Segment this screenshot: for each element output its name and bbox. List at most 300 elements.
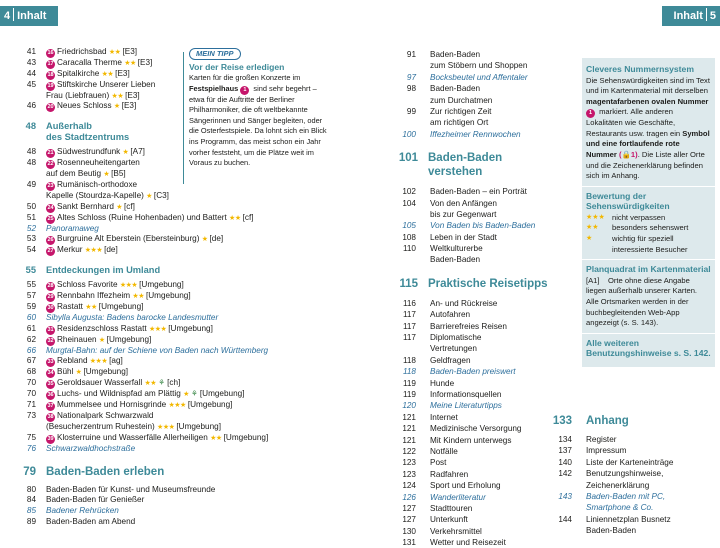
page-number: 71 [26, 400, 36, 410]
entry-label: Radfahren [430, 469, 469, 479]
section-heading-praktisch[interactable] [396, 277, 576, 291]
rating-stars-icon: ★★ [210, 434, 222, 442]
toc-entry-row[interactable] [396, 321, 576, 332]
entry-label: Panoramaweg [46, 223, 99, 233]
toc-entry-row[interactable] [396, 298, 576, 309]
toc-feature-row[interactable] [20, 346, 280, 357]
entry-label: Baden-Baden [586, 526, 637, 536]
toc-entry-row[interactable] [20, 422, 280, 433]
toc-entry-row[interactable] [396, 83, 576, 94]
toc-entry-row[interactable] [396, 243, 576, 254]
toc-entry-row[interactable] [552, 468, 717, 479]
rating-stars-icon: ★ [183, 391, 189, 399]
header-right-tab [662, 6, 720, 26]
toc-feature-row[interactable] [396, 129, 576, 140]
rating-stars-icon: ★★ [586, 224, 599, 232]
sight-number-badge: 20 [47, 104, 54, 111]
entry-label: Meine Literaturtipps [430, 401, 502, 411]
page-number: 123 [402, 458, 416, 468]
entry-label: zum Durchatmen [430, 95, 493, 105]
entry-text [46, 158, 140, 169]
tipp-text-post: sind sehr begehrt – etwa für die Auftritte der Berliner Philharmoniker, die oft weltbekannte Sängerinnen und Sänger begleiten, oder die Osterfestspiele. Da lohnt sich ein Blick ins Programm, das meist schon ein Jahr vorher feststeht, um die Plätze weit im Voraus zu buchen. [189, 83, 327, 168]
entry-label: Kapelle (Stourdza-Kapelle) [46, 190, 144, 200]
toc-entry-row[interactable] [20, 302, 280, 313]
entry-label: An- und Rückreise [430, 298, 498, 308]
toc-entry-row[interactable] [396, 198, 576, 209]
sight-number-badge: 34 [47, 370, 54, 377]
toc-feature-row[interactable] [552, 491, 717, 502]
toc-entry-row[interactable] [396, 232, 576, 243]
entry-label: Spitalkirche [57, 68, 100, 78]
toc-entry-row[interactable] [396, 309, 576, 320]
sight-number-badge: 27 [47, 248, 54, 255]
entry-label: Medizinische Versorgung [430, 424, 522, 434]
entry-label: Caracalla Therme [57, 57, 122, 67]
sight-number-badge: 25 [47, 215, 54, 222]
sight-number-badge: 19 [47, 82, 54, 89]
entry-label: Altes Schloss (Ruine Hohenbaden) und Battert [57, 212, 227, 222]
map-grid-reference: [ag] [109, 356, 123, 366]
entry-label: Autofahren [430, 310, 471, 320]
toc-entry-row[interactable] [20, 202, 280, 213]
toc-entry-row[interactable] [552, 457, 717, 468]
section-heading-umland[interactable] [20, 265, 280, 276]
toc-entry-row[interactable] [396, 95, 576, 106]
toc-entry-row[interactable] [20, 234, 280, 245]
entry-text [46, 245, 118, 257]
entry-label: Baden-Baden [430, 255, 481, 265]
rating-legend-label: besonders sehenswert [612, 223, 689, 233]
left-page-title: Inhalt [17, 10, 47, 22]
sight-number-badge: 28 [47, 283, 54, 290]
toc-entry-row[interactable] [20, 291, 280, 302]
toc-entry-row[interactable] [552, 445, 717, 456]
sight-number-badge: 17 [47, 60, 54, 67]
rating-legend-label: wichtig für speziell interessierte Besucher [612, 234, 688, 254]
entry-label: Baden-Baden mit PC, [586, 491, 666, 501]
entry-label: Merkur [57, 245, 83, 255]
sight-number-badge: 18 [47, 71, 54, 78]
entry-text [46, 80, 155, 91]
page-number: 53 [26, 234, 36, 244]
section-heading-erleben[interactable] [20, 465, 280, 479]
family-tip-icon: ⚘ [191, 389, 198, 399]
toc-entry-row[interactable] [396, 49, 576, 60]
section-title: Entdeckungen im Umland [46, 265, 161, 276]
toc-entry-row[interactable] [20, 169, 280, 180]
section-page: 55 [25, 265, 36, 276]
toc-entry-row[interactable] [20, 324, 280, 335]
entry-label: Iffezheimer Rennwochen [430, 129, 521, 139]
map-grid-reference: [Umgebung] [83, 367, 129, 377]
toc-entry-row[interactable] [20, 191, 280, 202]
page-number: 117 [402, 321, 416, 331]
page-number: 43 [26, 57, 36, 67]
entry-label: Smartphone & Co. [586, 503, 654, 513]
entry-label: Baden-Baden [430, 84, 481, 94]
rating-stars-icon: ★★★ [119, 282, 138, 290]
section-title: Baden-Baden erleben [46, 465, 165, 478]
page-number: 60 [26, 312, 36, 322]
rating-stars-icon: ★ [201, 236, 208, 244]
entry-label: Liste der Karteneinträge [586, 457, 674, 467]
planquadrat-desc: Orte ohne diese Angabe liegen außerhalb unserer Karten. Alle Ortsmarken werden in der buchbegleitenden Web-App angezeigt (s. S. 143). [586, 275, 698, 328]
toc-feature-row[interactable] [20, 224, 280, 235]
page-number: 52 [26, 223, 36, 233]
toc-entry-row[interactable] [20, 411, 280, 422]
rating-legend-row [586, 223, 711, 234]
sight-number-badge: 33 [47, 359, 54, 366]
page-number: 110 [402, 244, 416, 254]
toc-entry-row[interactable] [20, 180, 280, 191]
toc-entry-row[interactable] [396, 435, 576, 446]
sight-number-badge: 35 [47, 381, 54, 388]
entry-label: Zur richtigen Zeit [430, 106, 492, 116]
toc-feature-row[interactable] [552, 502, 717, 513]
entry-label: Liniennetzplan Busnetz [586, 514, 671, 524]
page-number: 62 [26, 334, 36, 344]
entry-text [46, 517, 135, 528]
entry-label: Schloss Favorite [57, 280, 118, 290]
page-number: 121 [402, 435, 416, 445]
toc-entry-row[interactable] [20, 495, 280, 506]
page-number: 143 [558, 491, 572, 501]
sight-number-badge: 1 [240, 86, 249, 95]
toc-entry-row[interactable] [396, 423, 576, 434]
sight-number-badge: 39 [47, 435, 54, 442]
page-number: 49 [26, 180, 36, 190]
toc-feature-row[interactable] [396, 72, 576, 83]
toc-entry-row[interactable] [396, 469, 576, 480]
toc-entry-row[interactable] [20, 367, 280, 378]
rating-stars-icon: ★★ [85, 304, 97, 312]
section-heading-verstehen[interactable] [396, 151, 576, 179]
entry-label: Mummelsee und Hornisgrinde [57, 400, 167, 410]
rating-stars-icon: ★★ [108, 49, 121, 56]
rating-stars-icon: ★ [103, 171, 110, 179]
map-grid-reference: [C3] [153, 190, 169, 200]
page-number: 44 [26, 68, 36, 78]
page-number: 121 [402, 412, 416, 422]
nummern-bold-1: magentafarbenen ovalen Nummer [586, 96, 709, 106]
toc-entry-row[interactable] [20, 400, 280, 411]
page-number: 73 [26, 410, 36, 420]
entry-label: Internet [430, 412, 458, 422]
map-grid-reference: [Umgebung] [176, 421, 221, 431]
map-grid-reference: [Umgebung] [223, 432, 269, 442]
page-number: 108 [402, 232, 416, 242]
sight-number-badge: 26 [47, 237, 54, 244]
toc-entry-row[interactable] [396, 537, 576, 548]
page-number: 48 [26, 147, 36, 157]
entry-text [46, 313, 218, 324]
entry-label: Vertretungen [430, 344, 477, 354]
sight-number-badge: 32 [47, 337, 54, 344]
page-number: 61 [26, 323, 36, 333]
rating-stars-icon: ★ [122, 149, 129, 157]
page-number: 89 [26, 517, 36, 527]
map-grid-reference: [E3] [125, 90, 140, 100]
entry-label: Stiftskirche Unserer Lieben [57, 79, 156, 89]
rating-legend-row [586, 234, 711, 255]
map-grid-reference: [cf] [123, 201, 135, 211]
info-sidebar [582, 58, 715, 367]
sight-number-badge: 24 [47, 204, 54, 211]
toc-feature-row[interactable] [20, 313, 280, 324]
page-number: 102 [402, 187, 416, 197]
nummern-bold-2: Symbol und eine fortlaufende rote Nummer [586, 128, 710, 160]
entry-label: Diplomatische [430, 333, 482, 343]
entry-label: Rheinauen [57, 334, 97, 344]
section-page: 79 [23, 465, 36, 478]
map-grid-reference: [Umgebung] [106, 334, 152, 344]
entry-label: Geldfragen [430, 355, 471, 365]
toc-entry-row[interactable] [20, 245, 280, 256]
section-page: 48 [25, 121, 36, 132]
tipp-divider-line [183, 52, 184, 184]
sight-number-badge: 21 [47, 150, 54, 157]
toc-entry-row[interactable] [20, 213, 280, 224]
entry-label: Benutzungshinweise, [586, 469, 664, 479]
entry-label: Hunde [430, 378, 455, 388]
header-left-tab [0, 6, 58, 26]
page-number: 91 [406, 50, 416, 59]
left-page-number: 4 [4, 10, 11, 22]
tipp-text-bold: Festspielhaus [189, 83, 239, 93]
toc-entry-row[interactable] [552, 434, 717, 445]
page-number: 116 [402, 298, 416, 308]
toc-entry-row[interactable] [396, 457, 576, 468]
entry-label: Notfälle [430, 446, 458, 456]
rating-stars-icon: ★ [116, 203, 122, 211]
toc-entry-row[interactable] [396, 412, 576, 423]
entry-text [46, 495, 144, 506]
toc-entry-row[interactable] [20, 433, 280, 444]
toc-entry-row[interactable] [396, 254, 576, 265]
rating-stars-icon: ★★ [229, 214, 241, 222]
toc-entry-row[interactable] [396, 117, 576, 128]
map-grid-reference: [Umgebung] [98, 302, 144, 312]
page-number: 66 [26, 345, 36, 355]
page-number: 45 [26, 79, 36, 89]
lock-symbol-icon: (🔒1) [618, 150, 638, 160]
toc-entry-row[interactable] [552, 480, 717, 491]
entry-label: Bühl [57, 367, 74, 377]
toc-feature-row[interactable] [396, 366, 576, 377]
page-number: 119 [402, 378, 416, 388]
map-grid-reference: [Umgebung] [187, 400, 233, 410]
rating-stars-icon: ★★ [132, 293, 144, 301]
entry-label: Baden-Baden für Genießer [46, 495, 145, 505]
toc-entry-row[interactable] [396, 186, 576, 197]
map-grid-reference: [ch] [167, 378, 181, 388]
page-number: 67 [26, 356, 36, 366]
entry-label: bis zur Gegenwart [430, 209, 497, 219]
sight-number-badge: 36 [47, 392, 54, 399]
page-number: 80 [26, 484, 36, 494]
toc-entry-row[interactable] [396, 446, 576, 457]
family-tip-icon: ⚘ [158, 378, 166, 388]
page-number: 124 [402, 481, 416, 491]
toc-entry-row[interactable] [20, 356, 280, 367]
toc-entry-row[interactable] [396, 526, 576, 537]
page-number: 119 [402, 389, 416, 399]
entry-label: Wetter und Reisezeit [430, 538, 506, 548]
page-number: 127 [402, 515, 416, 525]
page-number: 76 [26, 443, 36, 453]
entry-label: auf dem Beutig [46, 169, 102, 179]
entry-label: Südwestrundfunk [57, 147, 121, 157]
toc-entry-row[interactable] [396, 355, 576, 366]
page-number: 48 [26, 158, 36, 168]
page-number: 130 [402, 526, 416, 536]
section-title: Anhang [586, 415, 629, 427]
entry-label: Rennbahn Iffezheim [57, 291, 131, 301]
sight-number-badge: 22 [47, 161, 54, 168]
page-number: 59 [26, 302, 36, 312]
page-number: 55 [26, 280, 36, 290]
entry-text [46, 101, 136, 113]
entry-label: Leben in der Stadt [430, 232, 497, 242]
toc-feature-row[interactable] [396, 400, 576, 411]
entry-label: Murgtal-Bahn: auf der Schiene von Baden nach Württemberg [46, 345, 269, 355]
entry-label: Stadttouren [430, 503, 473, 513]
page-number: 134 [558, 435, 572, 444]
rating-stars-icon: ★ [75, 369, 82, 377]
section-page: 115 [399, 277, 418, 290]
toc-entry-row[interactable] [20, 280, 280, 291]
section-title: Praktische Reisetipps [428, 277, 548, 290]
page-number: 46 [26, 101, 36, 111]
rating-legend-row [586, 213, 711, 224]
sidebar-divider [582, 333, 715, 334]
toc-entry-row[interactable] [552, 525, 717, 536]
page-number: 120 [402, 401, 416, 411]
mein-tipp-logo: MEIN TIPP [189, 48, 241, 60]
toc-entry-row[interactable] [396, 332, 576, 343]
header-divider [13, 8, 14, 21]
rating-stars-icon: ★★ [101, 70, 114, 78]
entry-label: Wanderliteratur [430, 492, 486, 502]
page-number: 127 [402, 503, 416, 513]
entry-label: Verkehrsmittel [430, 526, 482, 536]
map-grid-reference: [Umgebung] [145, 291, 191, 301]
page-number: 118 [402, 355, 416, 365]
toc-entry-row[interactable] [20, 517, 280, 528]
page-number: 118 [402, 367, 416, 377]
entry-label: Klosterruine und Wasserfälle Allerheiligen [57, 432, 208, 442]
page-number: 85 [26, 506, 36, 516]
rating-stars-icon: ★ [98, 336, 105, 344]
toc-entry-row[interactable] [396, 60, 576, 71]
toc-feature-row[interactable] [396, 492, 576, 503]
page-number: 54 [26, 245, 36, 255]
page-number: 75 [26, 432, 36, 442]
rating-stars-icon: ★★★ [586, 213, 605, 221]
entry-label: Sibylla Augusta: Badens barocke Landesmutter [46, 312, 219, 322]
nummern-title: Cleveres Nummernsystem [586, 64, 694, 74]
toc-entry-row[interactable] [396, 343, 576, 354]
page-number: 84 [26, 495, 36, 505]
section-title-line1: Außerhalb [46, 121, 92, 132]
weitere-hinweise-link[interactable]: Alle weiteren Benutzungshinweise s. S. 142. [586, 337, 711, 359]
entry-text [46, 224, 99, 235]
entry-label: Barrierefreies Reisen [430, 321, 507, 331]
rating-stars-icon: ★★★ [84, 247, 103, 255]
page-number: 140 [558, 457, 572, 467]
rating-stars-icon: ★★★ [148, 325, 167, 333]
map-grid-reference: [A7] [130, 147, 145, 157]
page-number: 50 [26, 201, 36, 211]
entry-text [46, 506, 119, 517]
toc-entry-row[interactable] [396, 514, 576, 525]
entry-label: Schwarzwaldhochstraße [46, 443, 136, 453]
page-number: 99 [406, 106, 416, 116]
toc-entry-row[interactable] [20, 378, 280, 389]
rating-stars-icon: ★★ [111, 92, 124, 100]
toc-entry-row[interactable] [396, 106, 576, 117]
sight-number-badge: 23 [47, 183, 54, 190]
right-page-title: Inhalt [673, 10, 703, 22]
entry-label: Bocksbeutel und Affentaler [430, 72, 528, 82]
entry-label: am richtigen Ort [430, 118, 489, 128]
toc-entry-row[interactable] [396, 378, 576, 389]
toc-feature-row[interactable] [396, 220, 576, 231]
page-number: 121 [402, 424, 416, 434]
page-number: 98 [406, 84, 416, 94]
entry-label: Neues Schloss [57, 101, 112, 111]
toc-entry-row[interactable] [20, 335, 280, 346]
rating-stars-icon: ★★ [144, 380, 157, 388]
entry-label: Unterkunft [430, 515, 468, 525]
entry-label: Rosenneuheitengarten [57, 158, 140, 168]
toc-feature-row[interactable] [20, 444, 280, 455]
page-number: 97 [406, 72, 416, 82]
entry-label: Informationsquellen [430, 389, 502, 399]
toc-entry-row[interactable] [20, 485, 280, 496]
page-number: 126 [402, 492, 416, 502]
rating-stars-icon: ★★ [124, 59, 136, 67]
rating-stars-icon: ★ [146, 192, 152, 200]
map-grid-reference: [E3] [121, 101, 137, 111]
section-page: 133 [552, 415, 572, 427]
rating-stars-icon: ★★★ [168, 402, 186, 410]
sight-number-badge: 16 [47, 50, 54, 56]
rating-stars-icon: ★ [113, 103, 120, 111]
toc-entry-row[interactable] [396, 503, 576, 514]
toc-entry-row[interactable] [396, 389, 576, 400]
page-number: 117 [402, 333, 416, 343]
entry-label: Rumänisch-orthodoxe [57, 180, 138, 190]
toc-entry-row[interactable] [552, 514, 717, 525]
entry-label: Luchs- und Wildnispfad am Plättig [57, 389, 181, 399]
toc-entry-row[interactable] [396, 209, 576, 220]
entry-label: Rebland [57, 356, 88, 366]
toc-entry-row[interactable] [396, 480, 576, 491]
toc-entry-row[interactable] [20, 389, 280, 400]
entry-label: Baden-Baden [430, 50, 481, 59]
bewertung-title: Bewertung der Sehenswürdigkeiten [586, 190, 670, 212]
page-number: 117 [402, 310, 416, 320]
sidebar-divider [582, 259, 715, 260]
section-heading-anhang[interactable] [552, 414, 717, 428]
entry-text [46, 444, 135, 455]
toc-feature-row[interactable] [20, 506, 280, 517]
map-grid-reference: [de] [104, 245, 118, 255]
entry-label: Friedrichsbad [57, 47, 107, 56]
planquadrat-text [586, 276, 711, 329]
map-grid-reference: [B5] [111, 169, 126, 179]
